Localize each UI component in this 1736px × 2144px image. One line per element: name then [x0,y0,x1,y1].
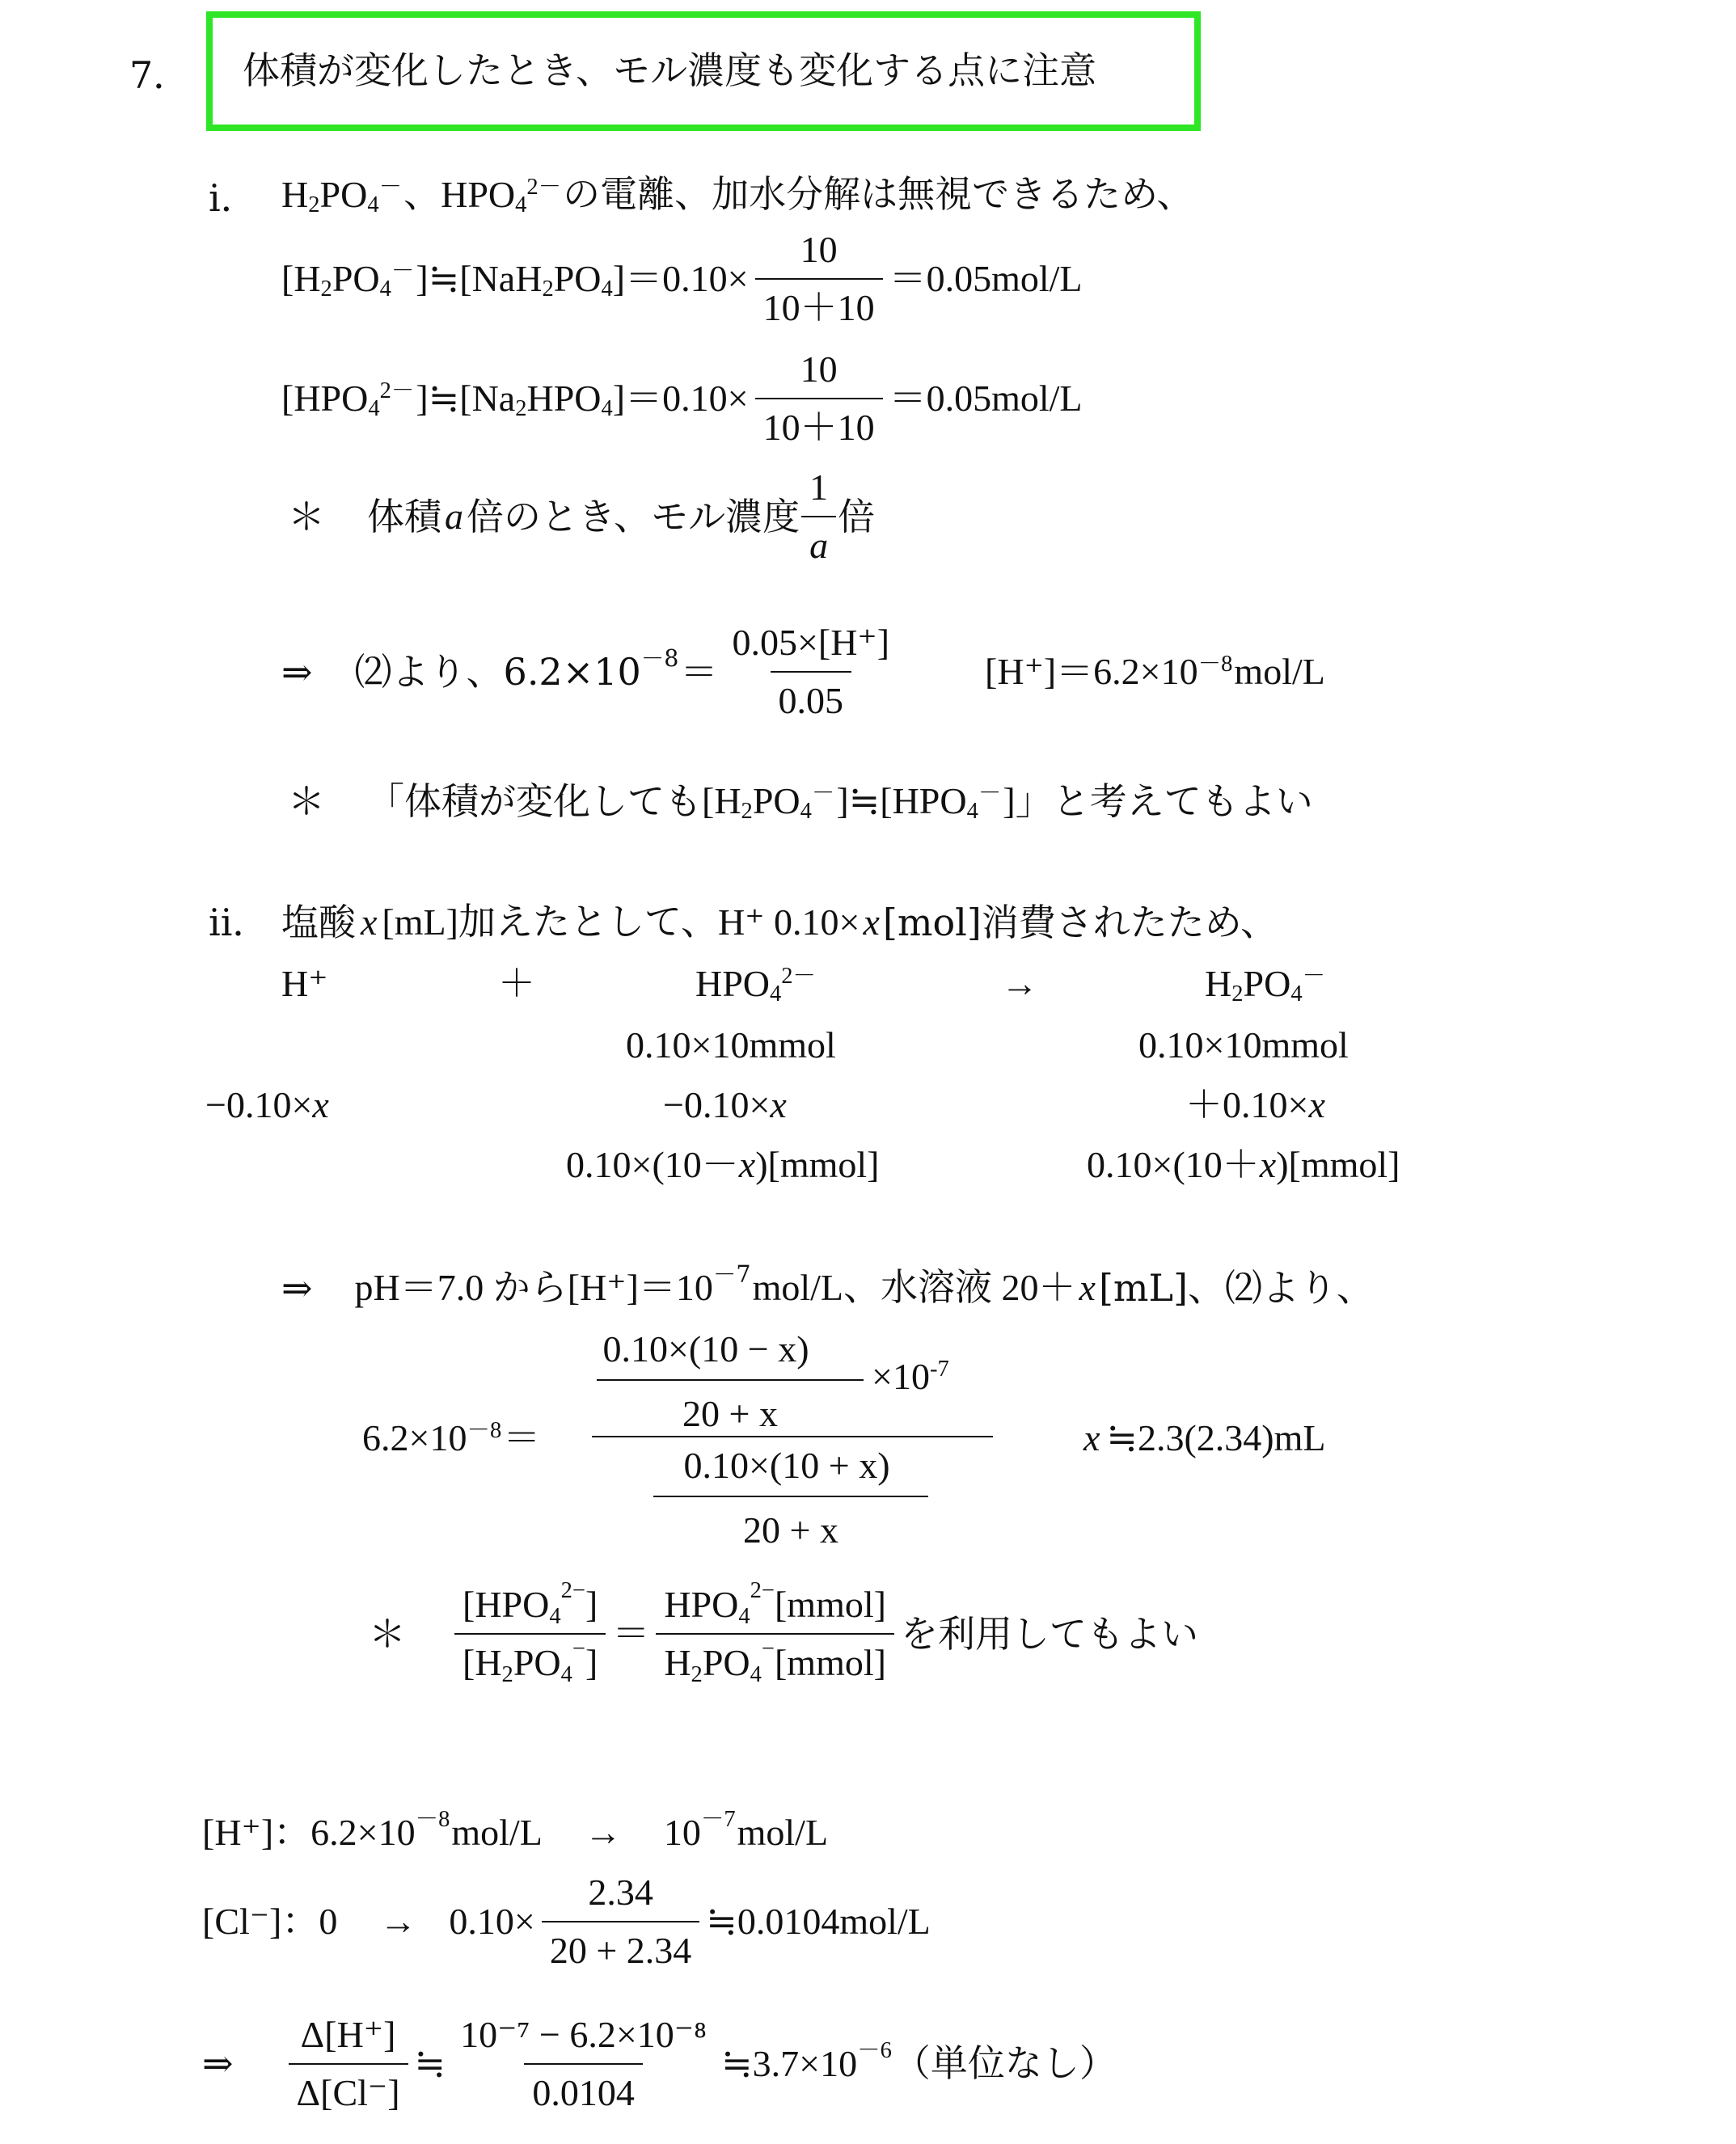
top-denominator: 20 + x [682,1393,778,1434]
table-h2po4: H2PO4－ [1205,963,1326,1007]
note-text-a: 体積 [367,495,441,538]
note-ratio [288,779,1313,825]
fraction-numerator: 10⁻⁷ − 6.2×10⁻⁸ [460,2014,707,2055]
concentration-ratio [454,1577,606,1687]
ratio-numerator: $[HPO_4^{2-}]$ [463,1577,598,1629]
note2-text-a: 「体積が変化しても [367,779,702,823]
fraction-denominator: 10＋10 [755,398,883,446]
part-ii-intro: 塩酸 x [mL]加えたとして、H⁺ 0.10× x [mol]消費されたため、 [281,901,1278,944]
section-title: 体積が変化したとき、モル濃度も変化する点に注意 [243,49,1097,92]
mmol-ratio [656,1577,894,1687]
delta-fraction [289,2016,408,2112]
note-star: ＊ [288,495,325,538]
table-change-h: −0.10×x [205,1084,329,1125]
calc-exponent: －8 [640,645,679,673]
implies-arrow: ⇒ [281,650,313,694]
numeric-fraction [452,2016,715,2112]
times-ten-power: $\times 10^{-7}$ [872,1356,949,1397]
table-h-plus: H⁺ [281,963,328,1004]
note-star: ＊ [369,1612,406,1656]
question-number: 7． [129,53,191,97]
ratio-note-text: を利用してもよい [900,1612,1198,1656]
ratio-note [369,1577,1198,1687]
table-plus: ＋ [498,963,535,1004]
note2-text-b: 」と考えてもよい [1015,779,1313,823]
bottom-numerator: 0.10×(10 + x) [683,1445,890,1486]
inverse-fraction [801,466,836,566]
fraction-denominator: 20 + 2.34 [542,1921,699,1969]
implies-arrow: ⇒ [281,1266,313,1310]
calc-equals: ＝ [680,650,718,694]
table-arrow: → [1001,963,1038,1004]
coefficient: ＝0.10× [625,258,749,299]
dilution-fraction [755,231,883,327]
cl-change: [Cl⁻]：0 → 0.10× $\frac{2.34}{20 + 2.34}$ ≒0.0104mol/L [202,1872,931,1971]
ratio-denominator: $[H_2PO_4^-]$ [454,1633,606,1682]
fraction-denominator: Δ[Cl⁻] [289,2063,408,2112]
top-fraction-bar [597,1379,864,1381]
table-final-hpo4: 0.10×(10－x)[mmol] [566,1144,880,1185]
table-change-hpo4: −0.10×x [663,1084,787,1125]
dilution-fraction [755,348,883,448]
part-ii-label: ⅱ． [209,901,270,944]
top-numerator: 0.10×(10 − x) [602,1328,809,1370]
h-plus-change: [H⁺]：6.2×10 －8 mol/L → 10 －7 mol/L [202,1807,829,1853]
fraction-numerator: 2.34 [588,1872,653,1913]
fraction-denominator: 0.0104 [524,2063,643,2112]
ph-step: ⇒ pH＝7.0 から[H⁺]＝10 －7 mol/L、水溶液 20＋ x [mL]、⑵より、 [281,1261,1375,1310]
equation-h2po4 [281,231,1083,327]
table-change-h2po4: ＋0.10×x [1185,1084,1325,1125]
result-value: ＝0.05mol/L [889,258,1083,299]
bottom-fraction-bar [653,1496,928,1497]
calc-h-plus [281,624,1325,720]
answer-x: x ≒2.3(2.34)mL [1083,1417,1326,1458]
main-fraction-bar [592,1436,993,1437]
implies-arrow: ⇒ [202,2043,234,2084]
coefficient: ＝0.10× [625,378,749,419]
fraction-numerator: 1 [809,466,829,508]
big-lhs: $6.2\times 10^{-8}=$ [362,1417,541,1458]
result-value: ＝0.05mol/L [889,378,1083,419]
fraction-numerator: 10 [800,348,838,390]
note-volume [288,466,876,566]
cl-fraction [542,1874,699,1969]
h-plus-result: $[H^+]=6.2\times 10^{-8}mol/L$ [985,651,1325,692]
part-i-intro-text: の電離、加水分解は無視できるため、 [563,174,1194,215]
fraction-numerator: Δ[H⁺] [300,2014,396,2055]
mmol-denominator: $H_2PO_4^-[mmol]$ [656,1633,894,1682]
fraction-denominator: 0.05 [771,671,852,720]
henderson-fraction [724,624,898,720]
note-variable: a [445,496,463,537]
equation-hpo4 [281,348,1083,448]
hpo4-ion: $HPO4^{2-}$ [441,174,562,218]
fraction-denominator: 10＋10 [755,278,883,327]
part-i-intro: H2PO4－、$HPO4^{2-}$の電離、加水分解は無視できるため、 [281,174,1194,218]
table-initial-hpo4: 0.10×10mmol [626,1024,836,1066]
table-final-h2po4: 0.10×(10＋x)[mmol] [1087,1144,1400,1185]
h2po4-concentration: [H2PO4－]≒[NaH2PO4] [281,258,626,302]
note-text-b: 倍のとき、モル濃度 [467,495,800,538]
fraction-denominator: a [801,516,836,564]
h2po4-ion: H2PO4－ [281,174,403,218]
ratio-equals: ＝ [612,1613,650,1654]
fraction-numerator: 10 [800,229,838,270]
final-ratio: ⇒ $\frac{\Delta[H^+]}{\Delta[Cl^-]}$ ≒ $\frac{\text{10⁻⁷ − 6.2×10⁻⁸}}{0.0104}$ ≒3.7×10 －6 （単位なし） [202,2014,1117,2113]
calc-text: ⑵より、6.2×10 [354,650,641,694]
fraction-numerator: 0.05×[H⁺] [732,622,890,663]
table-initial-h2po4: 0.10×10mmol [1138,1024,1349,1066]
bottom-denominator: 20 + x [743,1509,838,1551]
part-i-label: ⅰ． [209,176,258,220]
table-hpo4: $HPO4^{2-}$ [695,963,817,1007]
mmol-numerator: $HPO_4^{2-}[mmol]$ [664,1577,886,1629]
ratio-expression: [H2PO4－]≒[HPO4－] [702,780,1016,825]
hpo4-concentration: $[HPO4^{2-}]≒[Na2HPO4]$ [281,378,626,422]
note-text-c: 倍 [838,495,876,538]
note-star: ＊ [288,779,325,823]
